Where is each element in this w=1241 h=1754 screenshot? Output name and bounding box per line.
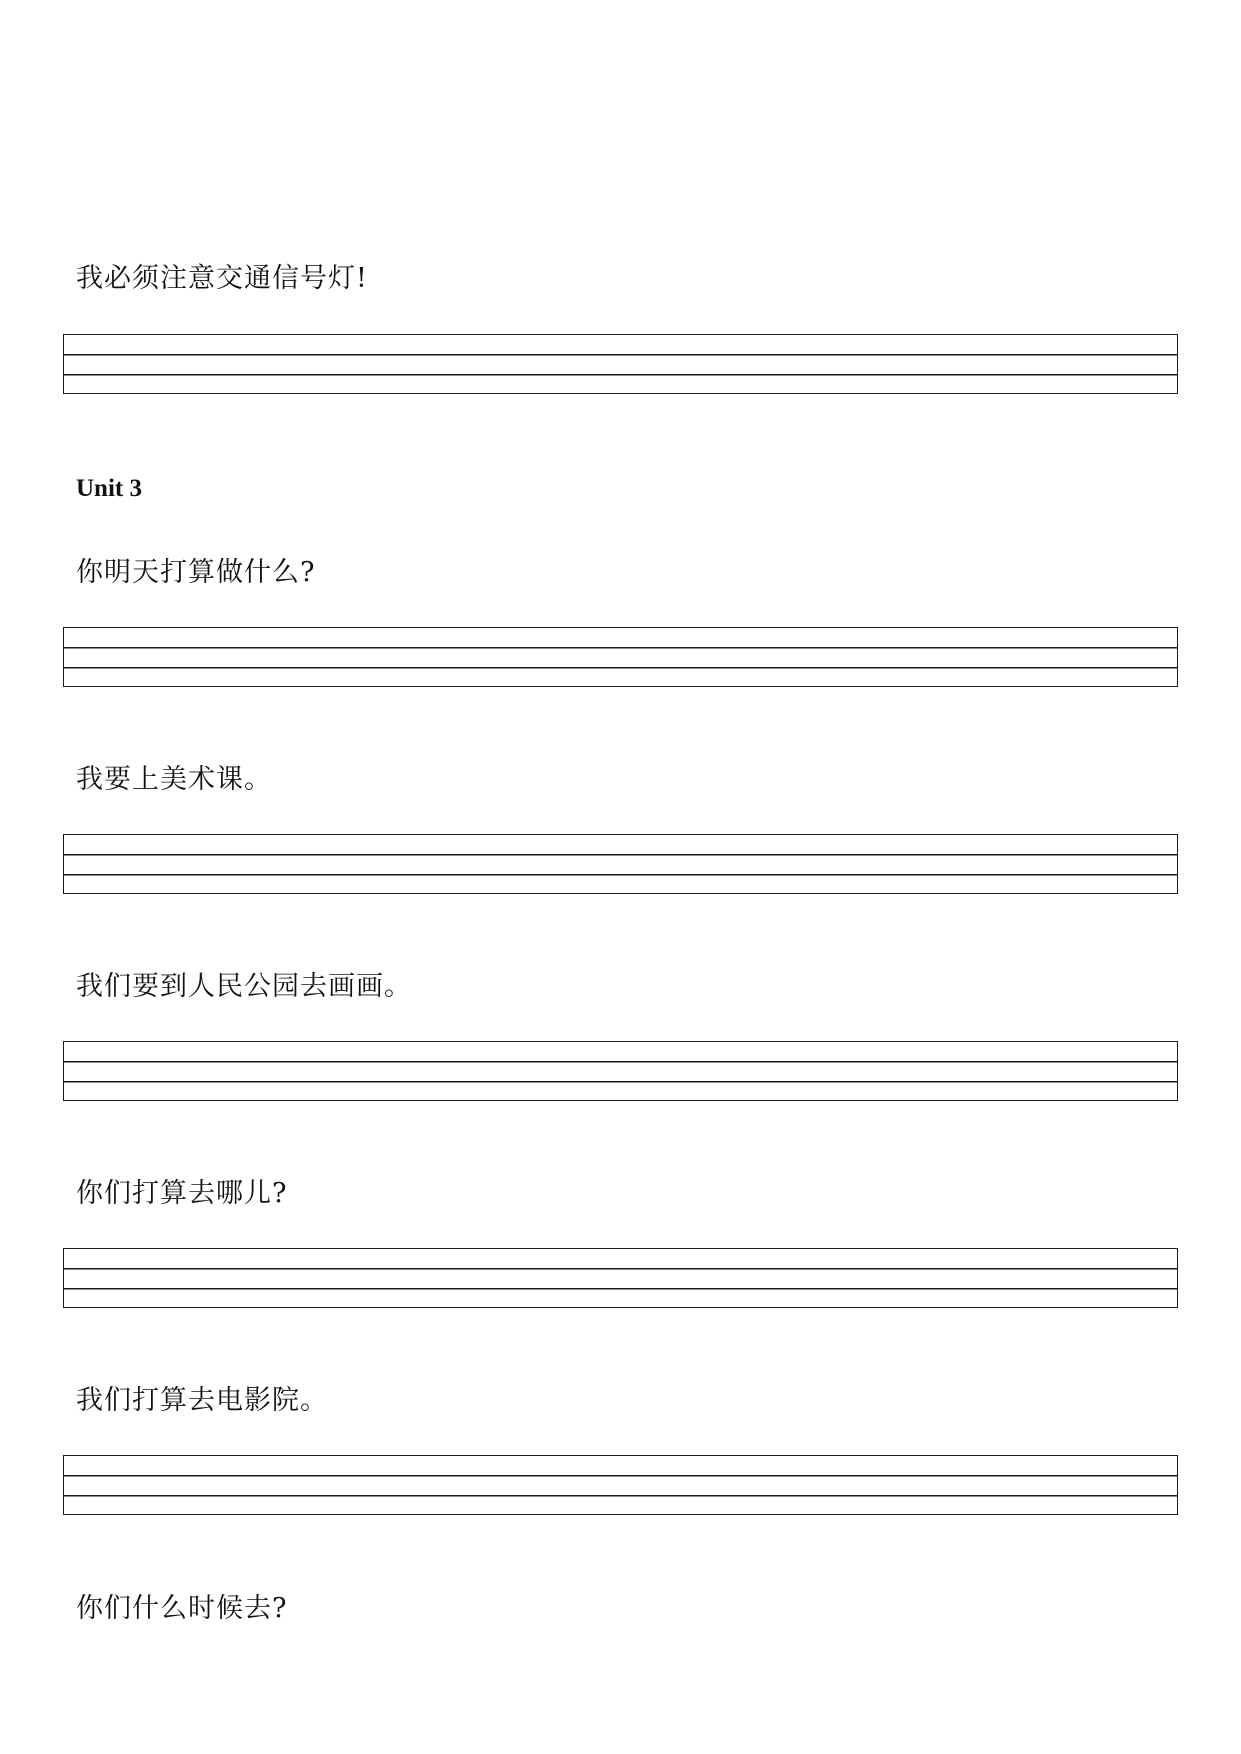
sentence-7: 你们什么时候去? [76, 1593, 288, 1624]
sentence-6: 我们打算去电影院。 [76, 1385, 328, 1416]
sentence-4: 我们要到人民公园去画画。 [76, 971, 412, 1002]
writing-lines-2 [63, 627, 1178, 687]
writing-lines-5 [63, 1248, 1178, 1308]
writing-lines-1 [63, 334, 1178, 394]
unit-heading: Unit 3 [76, 475, 142, 502]
writing-lines-4 [63, 1041, 1178, 1101]
writing-lines-3 [63, 834, 1178, 894]
writing-lines-6 [63, 1455, 1178, 1515]
sentence-2: 你明天打算做什么? [76, 557, 316, 588]
sentence-5: 你们打算去哪儿? [76, 1178, 288, 1209]
sentence-1: 我必须注意交通信号灯! [76, 263, 368, 294]
sentence-3: 我要上美术课。 [76, 764, 272, 795]
